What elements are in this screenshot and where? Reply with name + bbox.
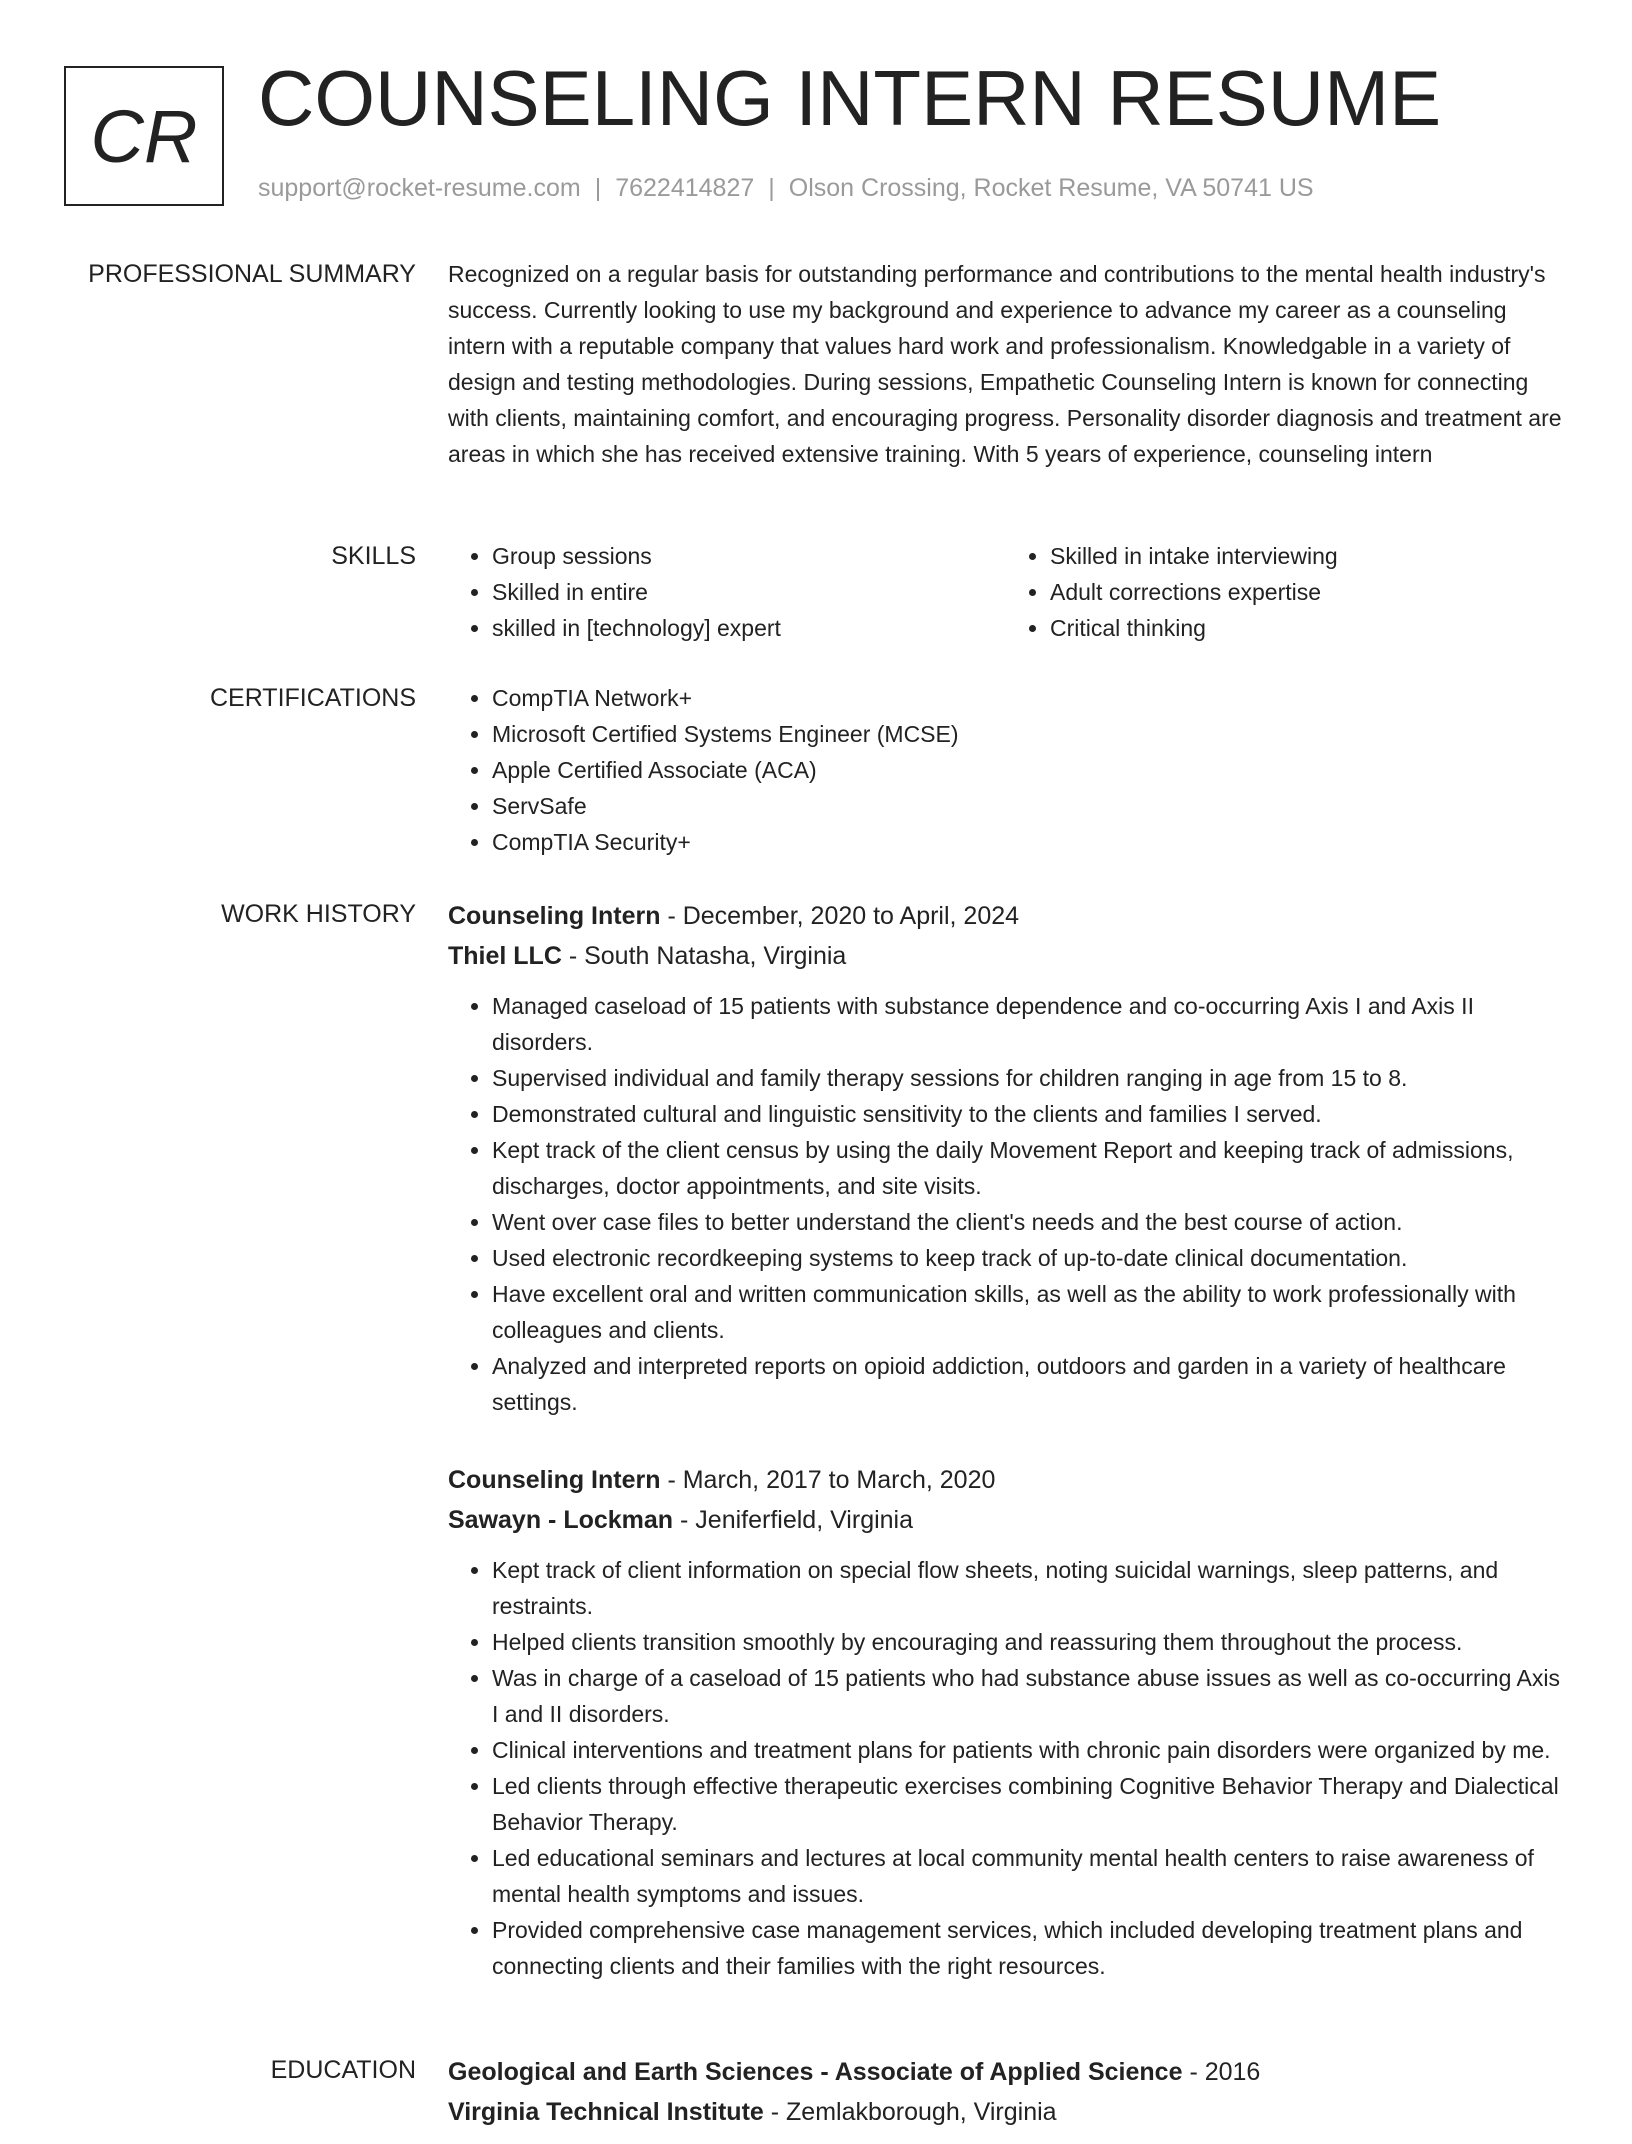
- job-bullet: • Clinical interventions and treatment plans for patients with chronic pain disorders were organized by me.: [492, 1732, 1564, 1768]
- job-title: Counseling Intern: [448, 902, 661, 930]
- work-history-body: [448, 896, 1564, 2024]
- skills-list-right: [1006, 538, 1564, 646]
- skill-item: • Skilled in entire: [492, 574, 1006, 610]
- skills-list-left: [448, 538, 1006, 646]
- job-dates: - December, 2020 to April, 2024: [660, 902, 1020, 930]
- job-bullets: [448, 988, 1564, 1420]
- job-bullet: • Went over case files to better understand the client's needs and the best course of action.: [492, 1204, 1564, 1240]
- job-title: Counseling Intern: [448, 1466, 661, 1494]
- certification-item: • Apple Certified Associate (ACA): [492, 752, 1564, 788]
- contact-separator: |: [768, 174, 775, 202]
- job-company: Sawayn - Lockman: [448, 1506, 674, 1534]
- contact-separator: |: [594, 174, 602, 202]
- education-heading: EDUCATION: [270, 2056, 416, 2084]
- job-bullet: • Supervised individual and family therapy sessions for children ranging in age from 15 to 8.: [492, 1060, 1564, 1096]
- job-bullet: • Led educational seminars and lectures at local community mental health centers to raise awareness of mental health symptoms and issues.: [492, 1840, 1564, 1912]
- summary-body: [448, 256, 1564, 472]
- education-body: [448, 2052, 1564, 2144]
- job-bullet: • Helped clients transition smoothly by encouraging and reassuring them throughout the process.: [492, 1624, 1564, 1660]
- job-location: - Jeniferfield, Virginia: [673, 1506, 914, 1534]
- job-title-line: [448, 1460, 1564, 1500]
- job-bullet: • Kept track of the client census by using the daily Movement Report and keeping track of admissions, discharges, doctor appointments, and site visits.: [492, 1132, 1564, 1204]
- job-dates: - March, 2017 to March, 2020: [660, 1466, 996, 1494]
- summary-heading: PROFESSIONAL SUMMARY: [88, 260, 416, 288]
- education-year: - 2016: [1182, 2058, 1261, 2086]
- monogram-initials: CR: [90, 94, 198, 178]
- certification-item: • Microsoft Certified Systems Engineer (MCSE): [492, 716, 1564, 752]
- job-entry: [448, 1460, 1564, 1984]
- job-title-line: [448, 896, 1564, 936]
- contact-address: Olson Crossing, Rocket Resume, VA 50741 US: [788, 174, 1314, 202]
- education-school: Virginia Technical Institute: [448, 2098, 764, 2126]
- job-bullet: • Managed caseload of 15 patients with substance dependence and co-occurring Axis I and Axis II disorders.: [492, 988, 1564, 1060]
- job-bullet: • Provided comprehensive case management services, which included developing treatment plans and connecting clients and their families with the right resources.: [492, 1912, 1564, 1984]
- job-bullet: • Used electronic recordkeeping systems to keep track of up-to-date clinical documentation.: [492, 1240, 1564, 1276]
- certification-item: • CompTIA Security+: [492, 824, 1564, 860]
- skill-item: • skilled in [technology] expert: [492, 610, 1006, 646]
- job-bullet: • Kept track of client information on special flow sheets, noting suicidal warnings, sleep patterns, and restraints.: [492, 1552, 1564, 1624]
- summary-text: Recognized on a regular basis for outstanding performance and contributions to the mental health industry's success. Currently looking to use my background and experience to advance my career as a counseling intern with a reputable company that values hard work and professionalism. Knowledgable in a variety of design and testing methodologies. During sessions, Empathetic Counseling Intern is known for connecting with clients, maintaining comfort, and encouraging progress. Personality disorder diagnosis and treatment are areas in which she has received extensive training. With 5 years of experience, counseling intern: [448, 261, 1562, 467]
- education-location: - Zemlakborough, Virginia: [763, 2098, 1057, 2126]
- certifications-list: [448, 680, 1564, 860]
- job-entry: [448, 896, 1564, 1420]
- education-school-line: [448, 2092, 1564, 2132]
- job-bullets: [448, 1552, 1564, 1984]
- contact-email: support@rocket-resume.com: [258, 174, 581, 202]
- certification-item: • ServSafe: [492, 788, 1564, 824]
- skill-item: • Adult corrections expertise: [1050, 574, 1564, 610]
- contact-line: [258, 174, 1314, 203]
- job-company-line: [448, 1500, 1564, 1540]
- skill-item: • Critical thinking: [1050, 610, 1564, 646]
- job-company: Thiel LLC: [448, 942, 562, 970]
- resume-title: COUNSELING INTERN RESUME: [258, 54, 1442, 142]
- job-bullet: • Led clients through effective therapeutic exercises combining Cognitive Behavior Therapy and Dialectical Behavior Therapy.: [492, 1768, 1564, 1840]
- contact-phone: 7622414827: [615, 174, 755, 202]
- certifications-body: [448, 680, 1564, 860]
- skill-item: • Group sessions: [492, 538, 1006, 574]
- job-bullet: • Analyzed and interpreted reports on opioid addiction, outdoors and garden in a variety of healthcare settings.: [492, 1348, 1564, 1420]
- education-degree-line: [448, 2052, 1564, 2092]
- monogram-box: [64, 66, 224, 206]
- job-location: - South Natasha, Virginia: [561, 942, 847, 970]
- certification-item: • CompTIA Network+: [492, 680, 1564, 716]
- education-degree: Geological and Earth Sciences - Associate of Applied Science: [448, 2058, 1183, 2086]
- skills-columns: [448, 538, 1564, 646]
- skill-item: • Skilled in intake interviewing: [1050, 538, 1564, 574]
- job-bullet: • Have excellent oral and written communication skills, as well as the ability to work professionally with colleagues and clients.: [492, 1276, 1564, 1348]
- certifications-heading: CERTIFICATIONS: [209, 684, 416, 712]
- job-bullet: • Was in charge of a caseload of 15 patients who had substance abuse issues as well as co-occurring Axis I and II disorders.: [492, 1660, 1564, 1732]
- job-company-line: [448, 936, 1564, 976]
- skills-heading: SKILLS: [331, 542, 416, 570]
- work-history-heading: WORK HISTORY: [221, 900, 416, 928]
- job-bullet: • Demonstrated cultural and linguistic sensitivity to the clients and families I served.: [492, 1096, 1564, 1132]
